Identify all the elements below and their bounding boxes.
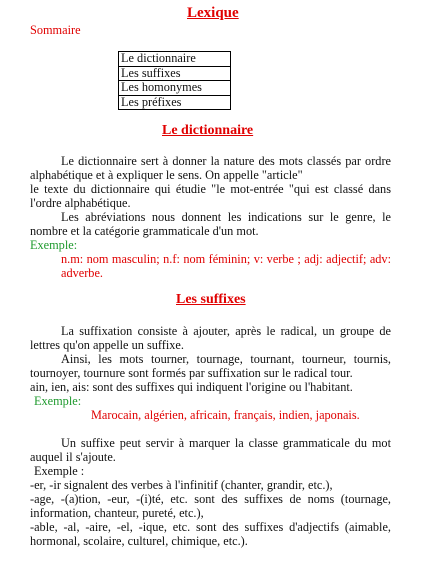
paragraph-line: le texte du dictionnaire qui étudie "le mot-entrée "qui est classé dans — [30, 182, 391, 196]
toc-item-homonymes[interactable]: Les homonymes — [119, 81, 231, 96]
paragraph-line: l'ordre alphabétique. — [30, 196, 131, 210]
sommaire-label: Sommaire — [30, 23, 81, 37]
list-item-continuation: information, chanteur, pureté, etc.), — [30, 506, 204, 520]
paragraph-line: Ainsi, les mots tourner, tournage, tournant, tourneur, tournis, — [61, 352, 391, 366]
list-item: -able, -al, -aire, -el, -ique, etc. sont des suffixes d'adjectifs (aimable, — [30, 520, 391, 534]
list-item-continuation: hormonal, scolaire, culturel, chimique, etc.). — [30, 534, 248, 548]
paragraph-line: ain, ien, ais: sont des suffixes qui indiquent l'origine ou l'habitant. — [30, 380, 353, 394]
paragraph-line: alphabétique et à expliquer le sens. On appelle "article" — [30, 168, 303, 182]
example-label: Exemple : — [34, 464, 85, 478]
example-line: n.m: nom masculin; n.f: nom féminin; v: verbe ; adj: adjectif; adv: — [61, 252, 391, 266]
table-of-contents — [118, 51, 231, 110]
section-heading-dictionnaire: Le dictionnaire — [162, 123, 254, 138]
example-label: Exemple: — [34, 394, 82, 408]
page-title: Lexique — [187, 5, 239, 21]
paragraph-line: Le dictionnaire sert à donner la nature des mots classés par ordre — [61, 154, 391, 168]
paragraph-line: nombre et la catégorie grammaticale d'un mot. — [30, 224, 259, 238]
paragraph-line: Un suffixe peut servir à marquer la classe grammaticale du mot — [61, 436, 391, 450]
example-text: Marocain, algérien, africain, français, indien, japonais. — [91, 408, 360, 422]
section-heading-suffixes: Les suffixes — [176, 292, 246, 307]
example-label: Exemple: — [30, 238, 78, 252]
paragraph-line: tournoyer, tournure sont formés par suffixation sur le radical tour. — [30, 366, 353, 380]
list-item: -er, -ir signalent des verbes à l'infinitif (chanter, grandir, etc.), — [30, 478, 333, 492]
toc-item-suffixes[interactable]: Les suffixes — [119, 66, 231, 81]
toc-item-prefixes[interactable]: Les préfixes — [119, 95, 231, 110]
example-line: adverbe. — [61, 266, 103, 280]
list-item: -age, -(a)tion, -eur, -(i)té, etc. sont des suffixes de noms (tournage, — [30, 492, 391, 506]
paragraph-line: La suffixation consiste à ajouter, après le radical, un groupe de — [61, 324, 391, 338]
paragraph-line: lettres qu'on appelle un suffixe. — [30, 338, 184, 352]
toc-item-dictionnaire[interactable]: Le dictionnaire — [119, 52, 231, 67]
paragraph-line: auquel il s'ajoute. — [30, 450, 116, 464]
paragraph-line: Les abréviations nous donnent les indications sur le genre, le — [61, 210, 391, 224]
